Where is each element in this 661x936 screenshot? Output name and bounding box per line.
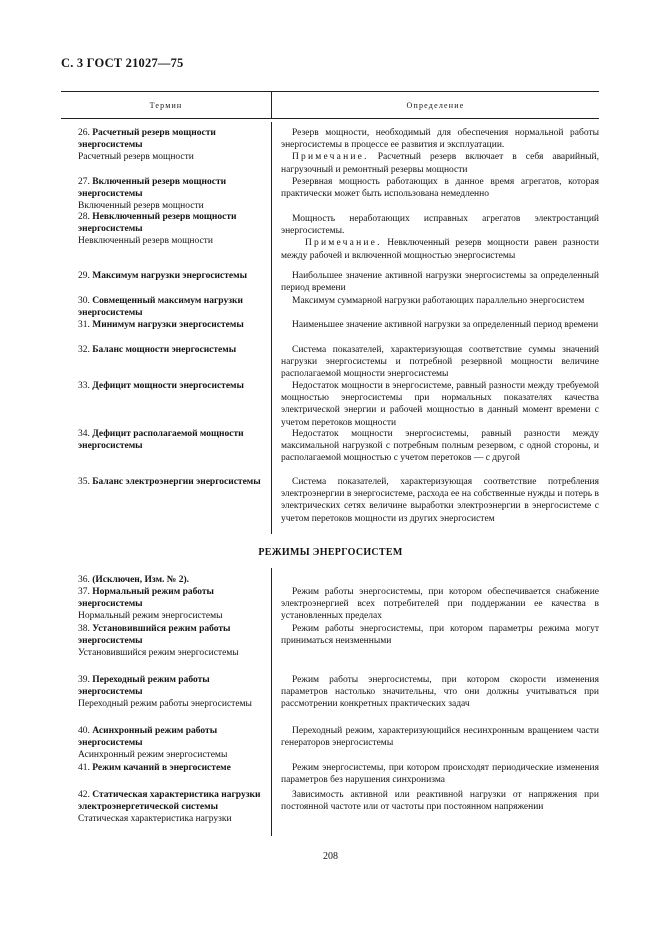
term-38: [61, 623, 271, 660]
term-name: Асинхронный режим работы энергосистемы: [78, 726, 218, 749]
term-36: [61, 574, 271, 586]
term-number: 40.: [78, 726, 90, 736]
definition-text: Максимум суммарной нагрузки работающих параллельно энергосистем: [292, 296, 585, 306]
term-32: [61, 344, 271, 356]
term-synonym: Асинхронный режим энергосистемы: [78, 750, 228, 761]
term-name: Расчетный резерв мощности энергосистемы: [78, 128, 216, 151]
term-synonym: Невключенный резерв мощности: [78, 236, 213, 247]
definition-text: Мощность неработающих исправных агрегатов электростанций энергосистемы.: [281, 214, 599, 237]
term-number: 31.: [78, 320, 90, 330]
definition-text: Наибольшее значение активной нагрузки энергосистемы за определенный период времени: [281, 271, 599, 294]
term-name: Статическая характеристика нагрузки электроэнергетической системы: [78, 790, 261, 813]
note-text: Расчетный резерв включает в себя аварийный, нагрузочный и ремонтный резервы мощности: [281, 152, 599, 175]
term-34: [61, 428, 271, 452]
definition-40: [281, 725, 599, 749]
term-name: Переходный режим работы энергосистемы: [78, 675, 210, 698]
definition-37: [281, 586, 599, 623]
definition-28: [281, 213, 599, 262]
term-number: 32.: [78, 345, 90, 355]
definition-26: [281, 127, 599, 176]
term-name: Совмещенный максимум нагрузки энергосистемы: [78, 296, 243, 319]
section-title: РЕЖИМЫ ЭНЕРГОСИСТЕМ: [258, 547, 403, 558]
term-26: [61, 127, 271, 164]
term-28: [61, 211, 271, 248]
term-name: Невключенный резерв мощности энергосистемы: [78, 212, 237, 235]
term-name: (Исключен, Изм. № 2).: [92, 575, 190, 585]
definition-31: [281, 319, 599, 331]
definition-text: Система показателей, характеризующая соответствие суммы значений нагрузки энергосистемы и потребной резервной мощности величине располагаемой мощности энергосистемы: [281, 345, 599, 380]
definition-34: [281, 428, 599, 465]
definition-text: Режим работы энергосистемы, при котором скорости изменения параметров настолько значительны, что они должны учитываться при рассмотрении конкретных практических задач: [281, 675, 599, 710]
term-33: [61, 380, 271, 392]
definition-35: [281, 476, 599, 525]
definition-text: Наименьшее значение активной нагрузки за определенный период времени: [292, 320, 599, 330]
definition-text: Зависимость активной или реактивной нагрузки от напряжения при постоянной частоте или от частоты при постоянном напряжении: [281, 790, 599, 813]
term-31: [61, 319, 271, 331]
definition-text: Система показателей, характеризующая соответствие потребления электроэнергии в энергосистеме, расхода ее на собственные нужды и потерь в электрических сетях величине выработки электроэнергии в энергосистеме с учетом перетоков мощности из других энергосистем: [281, 477, 599, 524]
definition-text: Недостаток мощности энергосистемы, равный разности между максимальной нагрузкой с потребным полным резервом, с одной стороны, и располагаемой мощностью с учетом перетоков — с другой: [281, 429, 599, 464]
term-name: Дефицит мощности энергосистемы: [92, 381, 244, 391]
term-synonym: Расчетный резерв мощности: [78, 152, 194, 163]
term-name: Максимум нагрузки энергосистемы: [92, 271, 248, 281]
term-number: 27.: [78, 177, 90, 187]
term-name: Баланс электроэнергии энергосистемы: [92, 477, 261, 487]
page-header-title: С. 3 ГОСТ 21027—75: [61, 56, 184, 70]
note-text: Невключенный резерв мощности равен разности между рабочей и включенной мощностью энергосистемы: [281, 238, 600, 261]
column-divider: [271, 568, 272, 836]
term-39: [61, 674, 271, 711]
term-synonym: Установившийся режим энергосистемы: [78, 648, 239, 659]
term-name: Установившийся режим работы энергосистемы: [78, 624, 231, 647]
column-divider: [271, 122, 272, 534]
term-29: [61, 270, 271, 282]
term-number: 36.: [78, 575, 90, 585]
page-number: 208: [323, 851, 338, 862]
term-number: 29.: [78, 271, 90, 281]
term-42: [61, 789, 271, 826]
term-number: 33.: [78, 381, 90, 391]
term-41: [61, 762, 271, 774]
term-synonym: Включенный резерв мощности: [78, 201, 204, 212]
column-header-definition: Определение: [406, 101, 465, 110]
term-synonym: Статическая характеристика нагрузки: [78, 814, 232, 825]
term-30: [61, 295, 271, 319]
definition-41: [281, 762, 599, 786]
term-number: 26.: [78, 128, 90, 138]
term-number: 37.: [78, 587, 90, 597]
term-number: 28.: [78, 212, 90, 222]
definition-text: Режим работы энергосистемы, при котором обеспечивается снабжение электроэнергией всех потребителей при поддержании ее качества в установленных пределах: [281, 587, 599, 622]
term-number: 42.: [78, 790, 90, 800]
term-name: Баланс мощности энергосистемы: [92, 345, 237, 355]
term-name: Нормальный режим работы энергосистемы: [78, 587, 214, 610]
definition-text: Резервная мощность работающих в данное время агрегатов, которая практически может быть использована немедленно: [281, 177, 599, 200]
term-number: 35.: [78, 477, 90, 487]
term-35: [61, 476, 271, 488]
table-head-rule: [61, 118, 599, 119]
term-number: 38.: [78, 624, 90, 634]
definition-33: [281, 380, 599, 429]
term-synonym: Переходный режим работы энергосистемы: [78, 699, 252, 710]
term-name: Дефицит располагаемой мощности энергосистемы: [78, 429, 244, 452]
definition-30: [281, 295, 599, 307]
definition-text: Недостаток мощности в энергосистеме, равный разности между требуемой мощностью энергосистемы при нормальных показателях качества электрической энергии и рабочей мощностью в данный момент времени с учетом перетоков мощности: [281, 381, 599, 428]
term-number: 41.: [78, 763, 90, 773]
definition-text: Режим энергосистемы, при котором происходят периодические изменения параметров без нарушения синхронизма: [281, 763, 599, 786]
definition-text: Переходный режим, характеризующийся несинхронным вращением части генераторов энергосистемы: [281, 726, 599, 749]
table-top-rule: [61, 91, 599, 92]
definition-32: [281, 344, 599, 381]
term-27: [61, 176, 271, 213]
definition-29: [281, 270, 599, 294]
definition-27: [281, 176, 599, 200]
definition-text: Резерв мощности, необходимый для обеспечения нормальной работы энергосистемы в процессе ее развития и эксплуатации.: [281, 128, 599, 151]
definition-38: [281, 623, 599, 647]
term-40: [61, 725, 271, 762]
term-name: Режим качаний в энергосистеме: [92, 763, 231, 773]
term-number: 34.: [78, 429, 90, 439]
definition-39: [281, 674, 599, 711]
definition-42: [281, 789, 599, 813]
definition-text: Режим работы энергосистемы, при котором параметры режима могут приниматься неизменными: [281, 624, 599, 647]
term-name: Минимум нагрузки энергосистемы: [92, 320, 244, 330]
note-label: Примечание.: [305, 238, 382, 249]
term-number: 30.: [78, 296, 90, 306]
note-label: Примечание.: [292, 152, 369, 163]
term-number: 39.: [78, 675, 90, 685]
column-header-term: Термин: [149, 101, 183, 110]
term-37: [61, 586, 271, 623]
term-synonym: Нормальный режим энергосистемы: [78, 611, 223, 622]
term-name: Включенный резерв мощности энергосистемы: [78, 177, 227, 200]
